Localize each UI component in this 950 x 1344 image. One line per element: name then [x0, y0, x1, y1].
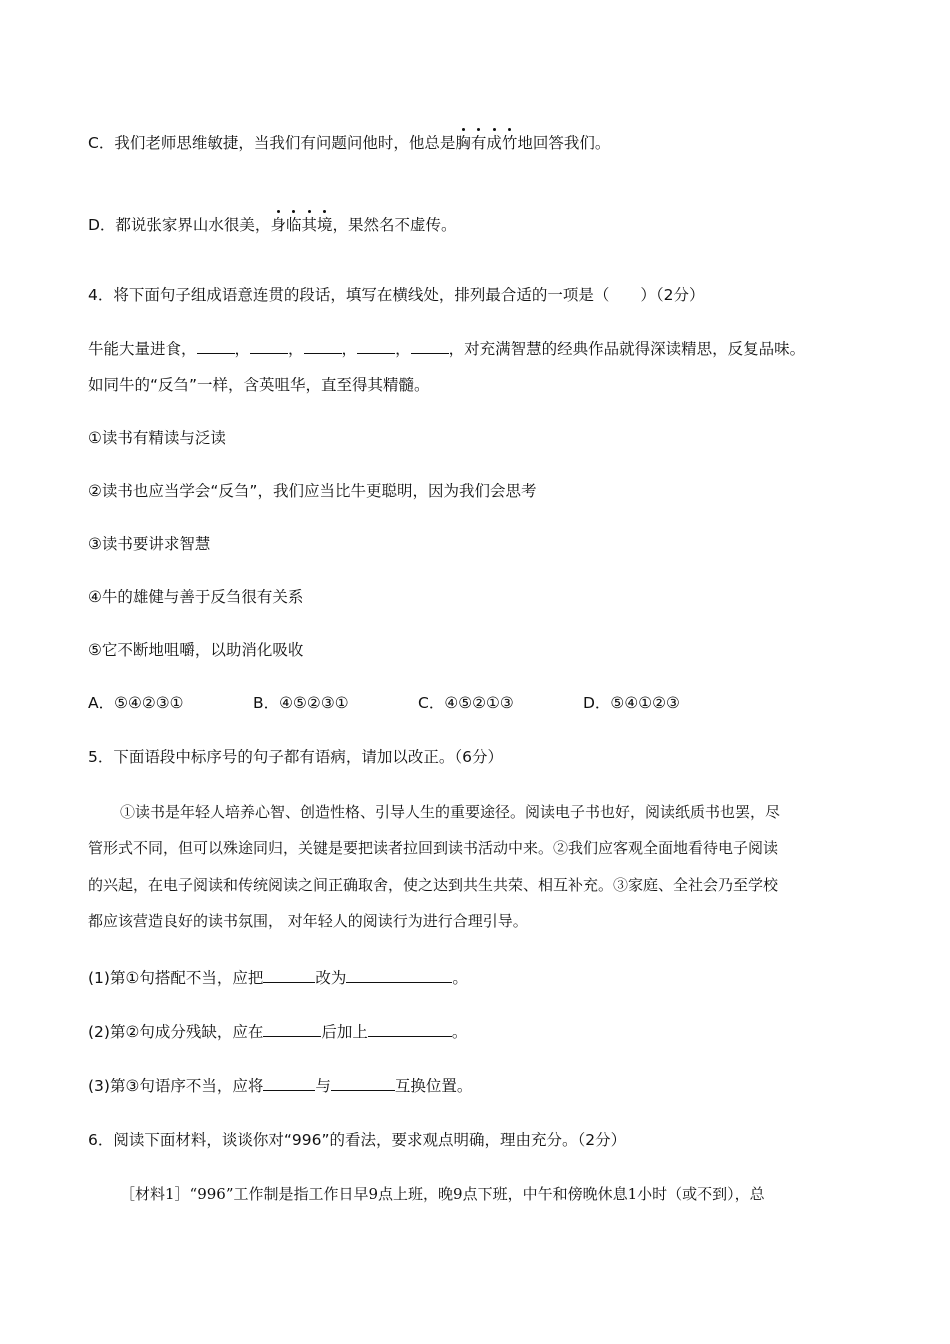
q4-passage-start: 牛能大量进食，	[88, 340, 197, 358]
q5-sub-1	[88, 966, 468, 990]
q5-sub-2-b: 后加上	[321, 1023, 368, 1041]
q5-stem: 5．下面语段中标序号的句子都有语病，请加以改正。（6分）	[88, 748, 503, 766]
answer-blank[interactable]	[331, 1076, 395, 1091]
q4-sep: ，	[395, 340, 411, 358]
q5-sub-3-a: (3)第③句语序不当，应将	[88, 1077, 264, 1095]
q3-d-prefix: D．都说张家界山水很美，	[88, 216, 271, 234]
dotted-char: 胸	[455, 131, 471, 155]
dotted-char: 境	[317, 213, 333, 237]
answer-blank[interactable]	[346, 968, 452, 983]
answer-blank[interactable]	[263, 968, 315, 983]
q4-item-2: ②读书也应当学会“反刍”，我们应当比牛更聪明，因为我们会思考	[88, 482, 537, 500]
q4-blank-1	[197, 339, 235, 354]
q6-stem: 6．阅读下面材料，谈谈你对“996”的看法，要求观点明确，理由充分。（2分）	[88, 1131, 627, 1149]
q5-para-line3: 的兴起，在电子阅读和传统阅读之间正确取舍，使之达到共生共荣、相互补充。③家庭、全社会乃至学校	[88, 876, 779, 894]
q5-sub-3	[88, 1074, 472, 1098]
q4-passage-end: ，对充满智慧的经典作品就得深读精思，反复品味。	[448, 340, 806, 358]
q4-option-a: A．⑤④②③①	[88, 694, 184, 712]
q5-sub-1-c: 。	[452, 969, 468, 987]
q5-sub-2	[88, 1020, 467, 1044]
dotted-char: 身	[270, 213, 286, 237]
q4-option-d: D．⑤④①②③	[583, 694, 680, 712]
q5-sub-1-a: (1)第①句搭配不当，应把	[88, 969, 264, 987]
q4-sep: ，	[288, 340, 304, 358]
q4-blank-2	[250, 339, 288, 354]
q5-para-line4: 都应该营造良好的读书氛围， 对年轻人的阅读行为进行合理引导。	[88, 912, 528, 930]
q5-sub-2-c: 。	[451, 1023, 468, 1041]
q4-stem: 4．将下面句子组成语意连贯的段话，填写在横线处，排列最合适的一项是（ ）（2分）	[88, 286, 705, 304]
q3-c-suffix: 地回答我们。	[517, 134, 611, 152]
q6-material-1: ［材料1］“996”工作制是指工作日早9点上班，晚9点下班，中午和傍晚休息1小时（或不到），总	[120, 1185, 765, 1203]
q4-option-c: C．④⑤②①③	[418, 694, 514, 712]
q5-sub-3-b: 与	[315, 1077, 331, 1095]
q4-option-b: B．④⑤②③①	[253, 694, 349, 712]
dotted-char: 其	[301, 213, 317, 237]
q5-sub-2-a: (2)第②句成分残缺，应在	[88, 1023, 264, 1041]
dotted-char: 临	[286, 213, 302, 237]
q4-passage-line2: 如同牛的“反刍”一样，含英咀华，直至得其精髓。	[88, 376, 430, 394]
dotted-char: 竹	[502, 131, 518, 155]
dotted-char: 成	[486, 131, 502, 155]
q4-item-4: ④牛的雄健与善于反刍很有关系	[88, 588, 304, 606]
answer-blank[interactable]	[263, 1022, 321, 1037]
q4-blank-3	[304, 339, 342, 354]
q5-sub-3-c: 互换位置。	[394, 1077, 473, 1095]
q4-passage-line1	[88, 337, 805, 361]
q4-item-5: ⑤它不断地咀嚼，以助消化吸收	[88, 641, 304, 659]
answer-blank[interactable]	[263, 1076, 315, 1091]
q4-blank-5	[411, 339, 449, 354]
q4-item-3: ③读书要讲求智慧	[88, 535, 211, 553]
q3-option-c	[88, 131, 610, 155]
dotted-char: 有	[471, 131, 487, 155]
q5-para-line1: ①读书是年轻人培养心智、创造性格、引导人生的重要途径。阅读电子书也好，阅读纸质书也罢，尽	[120, 803, 781, 821]
q4-blank-4	[357, 339, 395, 354]
q3-c-prefix: C．我们老师思维敏捷，当我们有问题问他时，他总是	[88, 134, 456, 152]
q3-option-d	[88, 213, 457, 237]
q5-sub-1-b: 改为	[315, 969, 347, 987]
q3-d-suffix: ，果然名不虚传。	[332, 216, 457, 234]
q4-sep: ，	[234, 340, 251, 358]
q4-item-1: ①读书有精读与泛读	[88, 429, 226, 447]
q5-para-line2: 管形式不同，但可以殊途同归，关键是要把读者拉回到读书活动中来。②我们应客观全面地看待电子阅读	[88, 839, 779, 857]
answer-blank[interactable]	[368, 1022, 452, 1037]
q4-sep: ，	[341, 340, 358, 358]
